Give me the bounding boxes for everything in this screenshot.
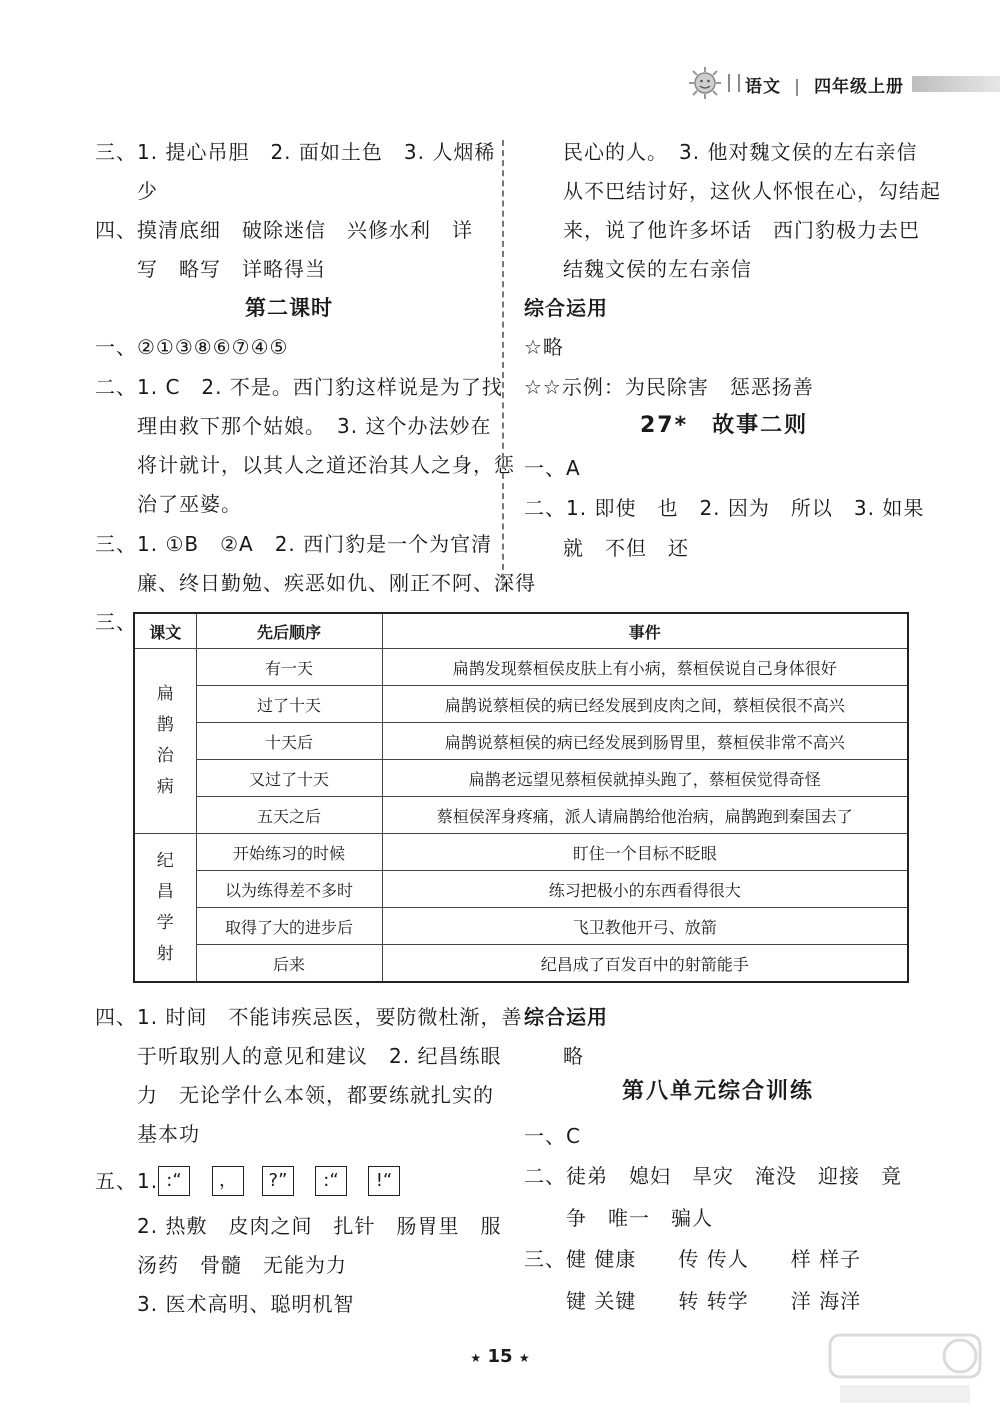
punct-box: ?”	[262, 1166, 294, 1196]
right-line: 二、1. 即使 也 2. 因为 所以 3. 如果	[524, 496, 925, 520]
star-icon: ★	[470, 1351, 482, 1365]
order-cell: 有一天	[196, 649, 382, 686]
left-line: 汤药 骨髓 无能为力	[95, 1253, 347, 1277]
event-cell: 练习把极小的东西看得很大	[382, 871, 908, 908]
table-row	[134, 908, 908, 945]
table-prefix: 三、	[95, 610, 137, 634]
left-line: 少	[95, 179, 158, 203]
right-line: 键 关键 转 转学 洋 海洋	[524, 1289, 862, 1313]
lue-text: 略	[563, 1044, 584, 1068]
column-divider	[502, 140, 504, 590]
sun-logo-icon	[688, 66, 722, 100]
right-line: 来，说了他许多坏话 西门豹极力去巴	[563, 218, 920, 242]
table-row	[134, 723, 908, 760]
q5-prefix: 五、1.	[95, 1169, 159, 1193]
order-cell: 十天后	[196, 723, 382, 760]
event-cell: 纪昌成了百发百中的射箭能手	[382, 945, 908, 983]
left-line: 将计就计，以其人之道还治其人之身，惩	[95, 453, 515, 477]
unit8-title: 第八单元综合训练	[622, 1079, 815, 1104]
left-line: 于听取别人的意见和建议 2. 纪昌练眼	[95, 1044, 502, 1068]
left-line: 力 无论学什么本领，都要练就扎实的	[95, 1083, 494, 1107]
table-row	[134, 649, 908, 686]
right-line: 结魏文侯的左右亲信	[563, 257, 752, 281]
left-line: 三、1. 提心吊胆 2. 面如土色 3. 人烟稀	[95, 140, 496, 164]
header-subject: 语文	[745, 77, 781, 97]
punct-box: !“	[368, 1166, 400, 1196]
table-row	[134, 686, 908, 723]
watermark-logo	[820, 1330, 990, 1410]
left-line: 2. 热敷 皮肉之间 扎针 肠胃里 服	[95, 1214, 502, 1238]
header-grade: 四年级上册	[814, 77, 905, 97]
left-line: 四、1. 时间 不能讳疾忌医，要防微杜渐，善	[95, 1005, 523, 1029]
order-cell: 开始练习的时候	[196, 834, 382, 871]
star-line-2: ☆☆示例：为民除害 惩恶扬善	[524, 375, 814, 399]
table-row	[134, 834, 908, 871]
event-cell: 扁鹊说蔡桓侯的病已经发展到肠胃里，蔡桓侯非常不高兴	[382, 723, 908, 760]
lesson2-title: 第二课时	[245, 296, 333, 320]
left-line: 廉、终日勤勉、疾恶如仇、刚正不阿、深得	[95, 571, 536, 595]
order-cell: 过了十天	[196, 686, 382, 723]
right-line: 就 不但 还	[563, 536, 689, 560]
event-cell: 扁鹊发现蔡桓侯皮肤上有小病，蔡桓侯说自己身体很好	[382, 649, 908, 686]
order-cell: 取得了大的进步后	[196, 908, 382, 945]
answer-table	[133, 612, 909, 983]
table-header-row	[134, 613, 908, 649]
order-cell: 后来	[196, 945, 382, 983]
right-line: 一、C	[524, 1124, 581, 1148]
right-line: 一、A	[524, 456, 581, 480]
event-cell: 扁鹊说蔡桓侯的病已经发展到皮肉之间，蔡桓侯很不高兴	[382, 686, 908, 723]
punct-box: :“	[315, 1166, 347, 1196]
right-line: 争 唯一 骗人	[524, 1206, 713, 1230]
section-zonghe-1: 综合运用	[524, 296, 608, 320]
section-zonghe-2: 综合运用	[524, 1005, 608, 1029]
header-event: 事件	[382, 613, 908, 649]
event-cell: 扁鹊老远望见蔡桓侯就掉头跑了，蔡桓侯觉得奇怪	[382, 760, 908, 797]
table-row	[134, 760, 908, 797]
event-cell: 蔡桓侯浑身疼痛，派人请扁鹊给他治病，扁鹊跑到秦国去了	[382, 797, 908, 834]
table-row	[134, 945, 908, 983]
header-bar	[912, 76, 1000, 92]
right-line: 二、徒弟 媳妇 旱灾 淹没 迎接 竟	[524, 1164, 902, 1188]
punct-box: :“	[158, 1166, 190, 1196]
left-line: 治了巫婆。	[95, 492, 242, 516]
header-title: 语文 | 四年级上册	[745, 77, 905, 97]
right-line: 从不巴结讨好，这伙人怀恨在心，勾结起	[563, 179, 941, 203]
group-cell-jichang: 纪 昌 学 射	[134, 834, 196, 983]
punct-box: ，	[212, 1166, 244, 1196]
left-line: 四、摸清底细 破除迷信 兴修水利 详	[95, 218, 473, 242]
header-order: 先后顺序	[196, 613, 382, 649]
header-separator	[728, 74, 740, 92]
left-line: 基本功	[95, 1122, 200, 1146]
left-line: 二、1. C 2. 不是。西门豹这样说是为了找	[95, 375, 503, 399]
lesson27-title: 27* 故事二则	[640, 413, 809, 438]
order-cell: 五天之后	[196, 797, 382, 834]
event-cell: 盯住一个目标不眨眼	[382, 834, 908, 871]
group-cell-bianque: 扁 鹊 治 病	[134, 649, 196, 834]
table-row	[134, 871, 908, 908]
left-line: 三、1. ①B ②A 2. 西门豹是一个为官清	[95, 532, 493, 556]
left-line: 3. 医术高明、聪明机智	[95, 1292, 355, 1316]
order-cell: 以为练得差不多时	[196, 871, 382, 908]
left-line: 理由救下那个姑娘。 3. 这个办法妙在	[95, 414, 492, 438]
event-cell: 飞卫教他开弓、放箭	[382, 908, 908, 945]
order-cell: 又过了十天	[196, 760, 382, 797]
left-line: 一、②①③⑧⑥⑦④⑤	[95, 335, 289, 359]
right-line: 民心的人。 3. 他对魏文侯的左右亲信	[563, 140, 918, 164]
star-line-1: ☆略	[524, 335, 564, 359]
left-line: 写 略写 详略得当	[95, 257, 326, 281]
table-row	[134, 797, 908, 834]
header-lesson: 课文	[134, 613, 196, 649]
right-line: 三、健 健康 传 传人 样 样子	[524, 1247, 862, 1271]
page-number: ★ 15 ★	[470, 1346, 530, 1367]
star-icon: ★	[518, 1351, 530, 1365]
